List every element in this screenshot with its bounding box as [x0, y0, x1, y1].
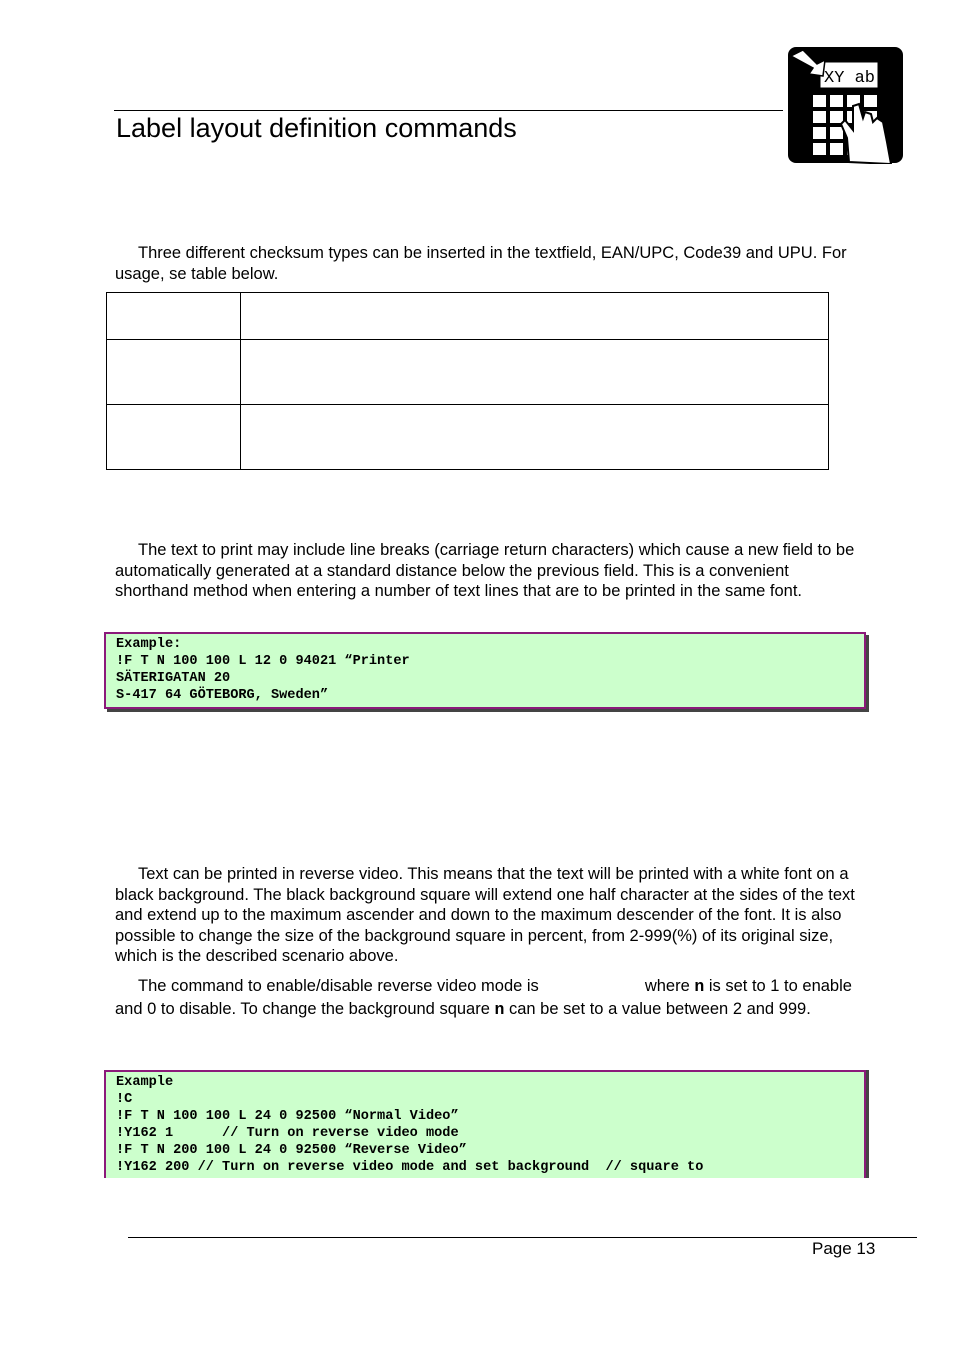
table-cell [241, 340, 829, 405]
linebreaks-text: The text to print may include line breaks (carriage return characters) which cause a new field to be automatically generated at a standard distance below the previous field. This is a convenient shorthand method when entering a number of text lines that are to be printed in the same font. [115, 541, 855, 600]
reverse-command-text-b: where [644, 977, 690, 995]
footer-rule [128, 1237, 917, 1238]
code-line: !Y162 1 // Turn on reverse video mode [116, 1126, 459, 1141]
code-line: Example [116, 1075, 174, 1090]
table-cell [241, 405, 829, 470]
code-example-2 [104, 1070, 866, 1178]
reverse-video-text: Text can be printed in reverse video. This means that the text will be printed with a white font on a black background. The black background square will extend one half character at the sides of the text and extend up to the maximum ascender and down to the maximum descender of the font. It is also possible to change the size of the background square in percent, from 2-999(%) of its original size, which is the described scenario above. [115, 865, 855, 965]
code-line: !F T N 100 100 L 24 0 92500 “Normal Video” [116, 1109, 459, 1124]
code-line: !F T N 200 100 L 24 0 92500 “Reverse Video” [116, 1143, 467, 1158]
table-cell [241, 293, 829, 340]
code-line: !F T N 100 100 L 12 0 94021 “Printer [116, 654, 410, 669]
reverse-command-text-d: can be set to a value between 2 and 999. [509, 1000, 811, 1018]
code-line: Example: [116, 637, 182, 652]
param-n: n [694, 977, 705, 996]
table-row [107, 293, 829, 340]
reverse-command-text-a: The command to enable/disable reverse video mode is [138, 977, 539, 995]
header-rule [114, 110, 783, 111]
page-title: Label layout definition commands [116, 113, 517, 143]
param-n: n [494, 1000, 505, 1019]
code-lines [116, 636, 410, 704]
table-row [107, 340, 829, 405]
code-line: !Y162 200 // Turn on reverse video mode and set background // square to [116, 1160, 704, 1175]
linebreaks-paragraph [115, 540, 855, 602]
reverse-command-text-c: is set to 1 to enable and 0 to disable. To change the background square [115, 977, 852, 1018]
table-cell [107, 340, 241, 405]
code-example-1 [104, 632, 866, 709]
table-cell [107, 293, 241, 340]
checksum-table [106, 292, 829, 470]
checksum-intro-text: Three different checksum types can be inserted in the textfield, EAN/UPC, Code39 and UPU. For usage, se table below. [115, 244, 847, 283]
table-cell [107, 405, 241, 470]
logo-text: XY ab [824, 69, 876, 88]
calculator-hand-icon [787, 46, 905, 164]
code-lines [116, 1074, 703, 1176]
reverse-video-paragraph [115, 864, 855, 967]
code-line: SÄTERIGATAN 20 [116, 671, 231, 686]
code-line: S-417 64 GÖTEBORG, Sweden” [116, 688, 329, 703]
page-number: Page 13 [812, 1239, 876, 1258]
code-line: !C [116, 1092, 133, 1107]
table-row [107, 405, 829, 470]
reverse-command-paragraph [115, 975, 857, 1021]
company-logo [787, 46, 905, 164]
checksum-intro [115, 243, 855, 284]
